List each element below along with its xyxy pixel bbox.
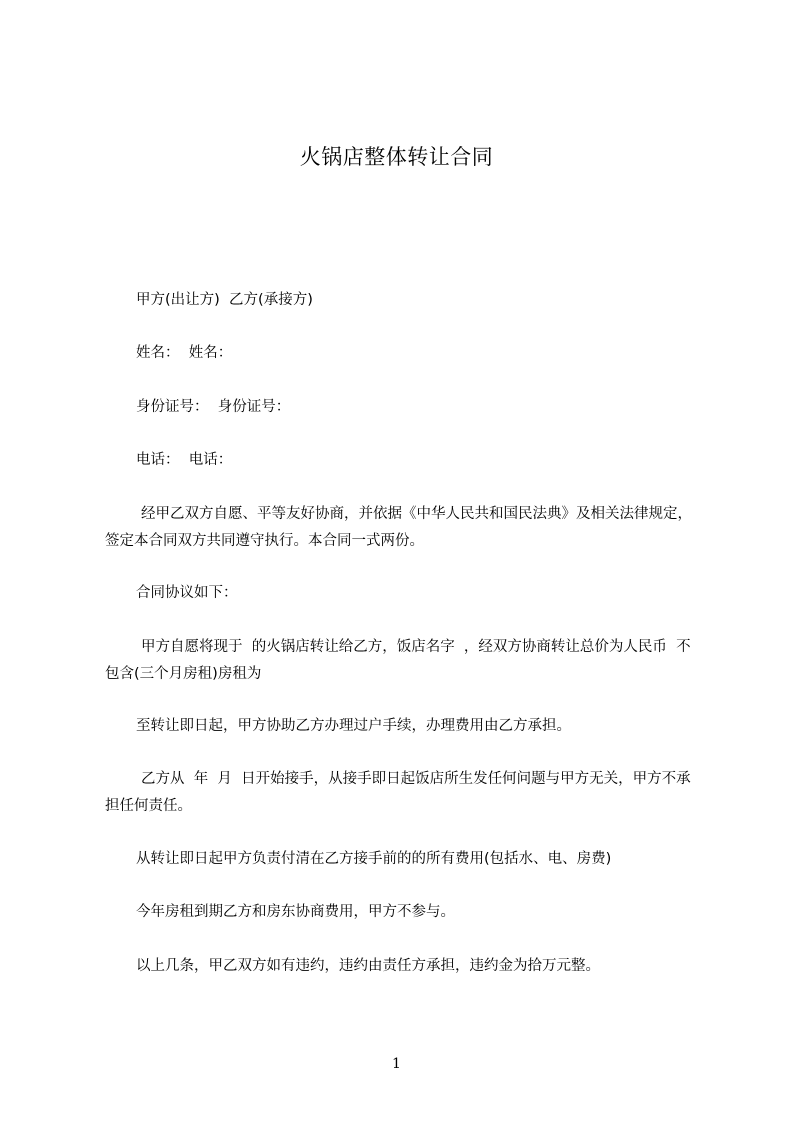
- document-title: 火锅店整体转让合同: [299, 145, 494, 169]
- id-number-line: 身份证号： 身份证号：: [136, 399, 291, 415]
- name-line: 姓名： 姓名：: [136, 345, 233, 361]
- clause-2: 至转让即日起，甲方协助乙方办理过户手续，办理费用由乙方承担。: [136, 718, 571, 734]
- clause-4: 从转让即日起甲方负责付清在乙方接手前的的所有费用(包括水、电、房费): [136, 851, 612, 867]
- page-number: 1: [392, 1056, 401, 1072]
- parties-line: 甲方(出让方) 乙方(承接方): [136, 292, 313, 308]
- clause-6: 以上几条，甲乙双方如有违约，违约由责任方承担，违约金为拾万元整。: [136, 958, 600, 974]
- phone-line: 电话： 电话：: [136, 452, 233, 468]
- intro-paragraph: 经甲乙双方自愿、平等友好协商，并依据《中华人民共和国民法典》及相关法律规定，签定本合同双方共同遵守执行。本合同一式两份。: [105, 506, 692, 549]
- clause-3: 乙方从 年 月 日开始接手，从接手即日起饭店所生发任何问题与甲方无关，甲方不承担任何责任。: [105, 771, 691, 814]
- agreement-heading: 合同协议如下：: [136, 585, 238, 601]
- clause-1: 甲方自愿将现于 的火锅店转让给乙方，饭店名字 ，经双方协商转让总价为人民币 不包含(三个月房租)房租为: [105, 639, 691, 682]
- clause-5: 今年房租到期乙方和房东协商费用，甲方不参与。: [136, 904, 455, 920]
